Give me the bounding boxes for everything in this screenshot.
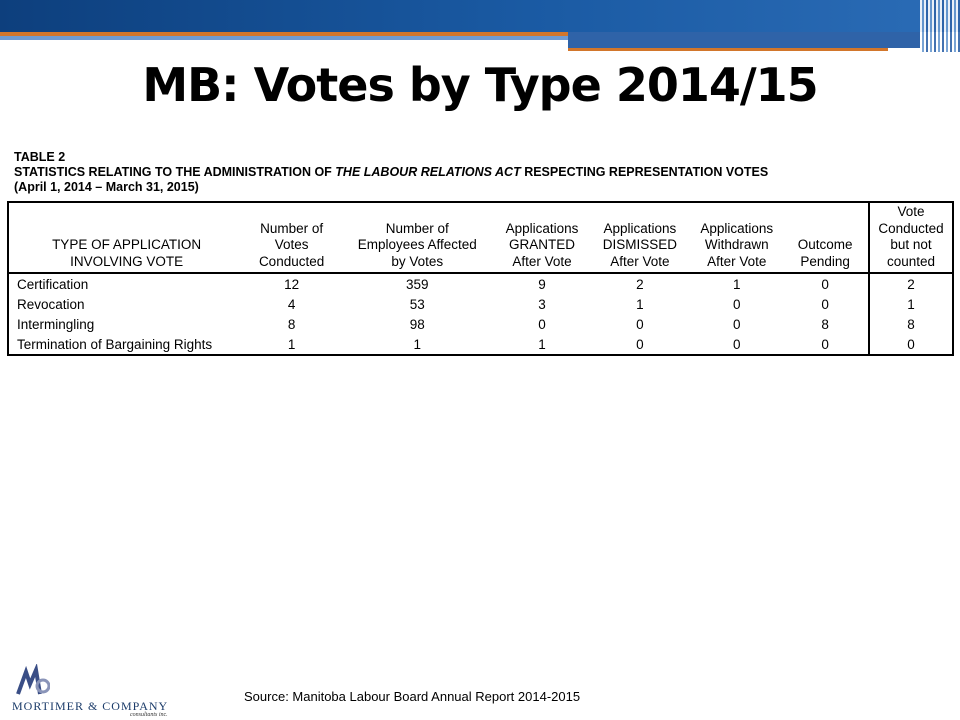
votes-table (7, 201, 954, 356)
table-cell: 12 (284, 276, 300, 292)
table-cell: 2 (869, 273, 953, 294)
column-header-1 (8, 202, 244, 273)
header-blue-rule (0, 36, 568, 40)
column-header-line: Pending (800, 253, 850, 269)
table-cell: 8 (869, 314, 953, 334)
table-header-row (8, 202, 953, 273)
column-header-line: GRANTED (508, 237, 575, 252)
table-row (8, 314, 953, 334)
column-header-line: but not (890, 237, 932, 252)
caption-period: (April 1, 2014 – March 31, 2015) (14, 180, 199, 194)
table-cell: 1 (869, 294, 953, 314)
column-header-8 (869, 202, 953, 273)
header-right-block (568, 32, 920, 48)
table-cell: 4 (287, 296, 296, 312)
column-header-line: Applications (700, 220, 774, 236)
table-cell: 1 (496, 334, 589, 355)
header-right-orange-rule (568, 48, 888, 51)
table-cell: 0 (691, 334, 782, 355)
column-header-line: DISMISSED (602, 237, 677, 252)
row-label: Termination of Bargaining Rights (8, 334, 244, 355)
row-label: Intermingling (8, 314, 244, 334)
column-header-3 (339, 202, 496, 273)
table-row (8, 334, 953, 355)
table-cell: 2 (636, 276, 644, 292)
column-header-line: Outcome (797, 237, 853, 252)
column-header-line: TYPE OF APPLICATION (52, 237, 202, 252)
table-cell: 1 (636, 296, 644, 312)
column-header-line: Withdrawn (704, 237, 769, 252)
caption-description: STATISTICS RELATING TO THE ADMINISTRATION OF THE LABOUR RELATIONS ACT RESPECTING REPRESENTATION VOTES (14, 165, 769, 179)
table-cell: 8 (821, 316, 829, 332)
logo-company-sub: consultants inc. (130, 712, 168, 718)
table-cell: 53 (409, 296, 425, 312)
column-header-line: counted (886, 253, 936, 269)
header-band (0, 0, 960, 32)
column-header-line: Conducted (878, 220, 944, 236)
table-cell: 0 (732, 296, 741, 312)
column-header-2 (244, 202, 339, 273)
table-cell: 0 (636, 316, 644, 332)
table-cell: 0 (821, 276, 829, 292)
table-row (8, 294, 953, 314)
table-cell: 0 (821, 296, 829, 312)
table-cell: 359 (406, 276, 429, 292)
column-header-line: Conducted (258, 253, 325, 269)
column-header-line: After Vote (610, 253, 670, 269)
caption-table-number: TABLE 2 (14, 150, 66, 164)
column-header-line: After Vote (512, 253, 572, 269)
column-header-line: Votes (274, 237, 309, 252)
column-header-line: Vote (897, 204, 925, 219)
column-header-line: by Votes (391, 253, 444, 269)
table-cell: 3 (538, 296, 546, 312)
column-header-line: Employees Affected (357, 237, 477, 252)
table-cell: 0 (538, 316, 546, 332)
table-cell: 0 (782, 334, 869, 355)
header-stripes (920, 0, 960, 52)
source-note: Source: Manitoba Labour Board Annual Report 2014-2015 (244, 689, 581, 704)
table-cell: 0 (732, 316, 741, 332)
slide-title: MB: Votes by Type 2014/15 (142, 58, 818, 112)
column-header-4 (496, 202, 589, 273)
column-header-7 (782, 202, 869, 273)
table-row (8, 273, 953, 294)
column-header-5 (588, 202, 691, 273)
table-body (8, 273, 953, 355)
table-cell: 0 (869, 334, 953, 355)
column-header-line: After Vote (707, 253, 767, 269)
table-cell: 8 (287, 316, 296, 332)
table-cell: 1 (732, 276, 741, 292)
row-label: Certification (8, 273, 244, 294)
logo-company-name: MORTIMER & COMPANY (12, 699, 169, 713)
table-cell: 1 (339, 334, 496, 355)
column-header-line: Number of (385, 220, 449, 236)
row-label: Revocation (8, 294, 244, 314)
column-header-line: Applications (603, 220, 677, 236)
table-cell: 98 (409, 316, 425, 332)
mc-monogram-icon (16, 664, 50, 698)
column-header-line: Applications (505, 220, 579, 236)
table-cell: 0 (588, 334, 691, 355)
company-logo (12, 664, 192, 720)
column-header-line: Number of (260, 220, 324, 236)
table-cell: 1 (244, 334, 339, 355)
column-header-6 (691, 202, 782, 273)
column-header-line: INVOLVING VOTE (70, 253, 184, 269)
table-caption (14, 150, 768, 195)
table-cell: 9 (538, 276, 546, 292)
